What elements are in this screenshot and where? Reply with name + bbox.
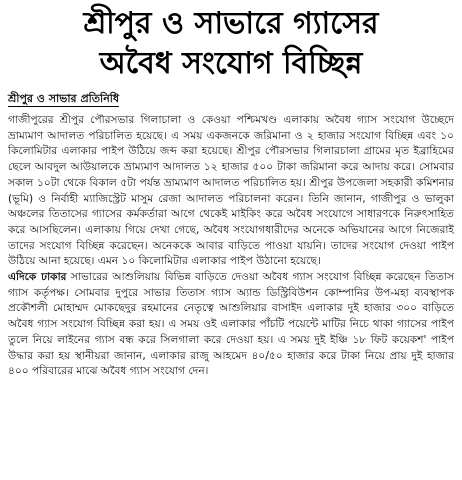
paragraph-2-text: সাভারের আশুলিয়ায় বিভিন্ন বাড়িতে দেওয়া অবৈধ গ্যাস সংযোগ বিচ্ছিন্ন করেছেন তিতাস গ্যাস কর্তৃপক্ষ। সোমবার দুপুরে সাভার তিতাস গ্যাস অ্যান্ড ডিস্ট্রিবিউশন কোম্পানির উপ-মহা ব্যবস্থাপক প্রকৌশলী মোহাম্মদ মোকছেদুর রহমানের নেতৃত্বে আশুলিয়ার বাসাইদ এলাকার দুই হাজার ৩০০ বাড়িতে অবৈধ গ্যাস সংযোগ বিচ্ছিন্ন করা হয়। এ সময় ওই এলাকার পাঁচটি পয়েন্টে মাটির নিচে থাকা গ্যাসের পাইপ তুলে নিয়ে লাইনের গ্যাস বন্ধ করে সিলগালা করে দেওয়া হয়। এ সময় দুই ইঞ্চি ১৮ ফিট কয়েকশ' পাইপ উদ্ধার করা হয় স্থানীয়রা জানান, এলাকার রাজু আহমেদ ৪০/৫০ হাজার করে টাকা নিয়ে প্রায় দুই হাজার ৪০০ পরিবারের মাঝে অবৈধ গ্যাস সংযোগ দেন। <box>8 271 455 378</box>
article-byline: শ্রীপুর ও সাভার প্রতিনিধি <box>8 92 120 105</box>
paragraph-lead: এদিকে ঢাকার <box>8 271 67 284</box>
headline-line-1: শ্রীপুর ও সাভারে গ্যাসের <box>83 6 379 41</box>
article-paragraph-2 <box>8 270 454 380</box>
headline-line-2: অবৈধ সংযোগ বিচ্ছিন্ন <box>99 46 363 81</box>
article-paragraph-1: গাজীপুরের শ্রীপুর পৌরসভার গিলাচালা ও কেওয়া পশ্চিমখণ্ড এলাকায় অবৈধ গ্যাস সংযোগ উচ্ছেদে ভ্রাম্যমাণ আদালত পরিচালিত হয়েছে। এ সময় একজনকে জরিমানা ও ২ হাজার সংযোগ বিচ্ছিন্ন এবং ১০ কিলোমিটার এলাকার পাইপ উঠিয়ে জব্দ করা হয়েছে। শ্রীপুর পৌরসভার গিলারচালা গ্রামের মৃত ইব্রাহিমের ছেলে আবদুল আউয়ালকে ভ্রাম্যমাণ আদালত ১২ হাজার ৫০০ টাকা জরিমানা করে আদায় করে। সোমবার সকাল ১০টা থেকে বিকাল ৫টা পর্যন্ত ভ্রাম্যমাণ আদালত পরিচালিত হয়। শ্রীপুর উপজেলা সহকারী কমিশনার (ভূমি) ও নির্বাহী ম্যাজিস্ট্রেট মাসুম রেজা আদালত পরিচালনা করেন। তিনি জানান, গাজীপুর ও ভালুকা অঞ্চলের তিতাসের গ্যাসের কর্মকর্তারা আগে থেকেই মাইকিং করে অবৈধ সংযোগে সাধারণকে নিরুৎসাহিত করে আসছিলেন। এলাকায় গিয়ে দেখা গেছে, অবৈধ সংযোগধারীদের অনেকে অভিযানের আগে নিজেরাই তাদের সংযোগ বিচ্ছিন্ন করেছেন। অনেককে আবার বাড়িতে পাওয়া যায়নি। তাদের সংযোগ দেওয়া পাইপ উঠিয়ে আনা হয়েছে। এমন ১০ কিলোমিটার এলাকার পাইপ উঠানো হয়েছে। <box>8 114 454 268</box>
article-body <box>8 113 454 380</box>
article-headline <box>8 4 454 84</box>
